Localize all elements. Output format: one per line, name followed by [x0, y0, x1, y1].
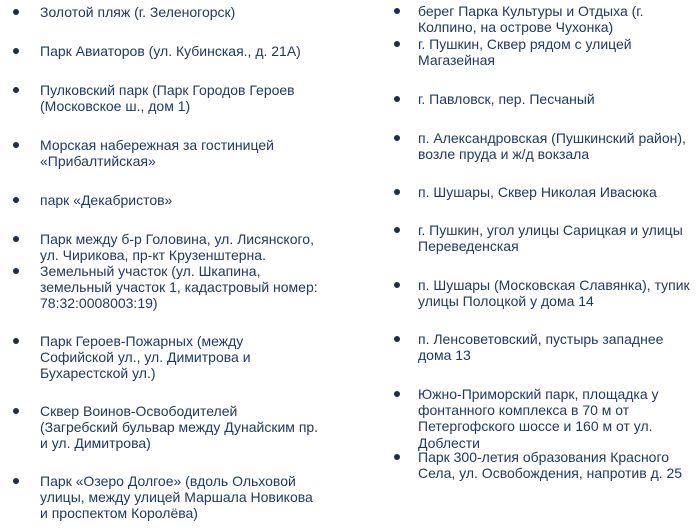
list-item-text: [40, 473, 313, 522]
list-item-line: Земельный участок (ул. Шкапина,: [40, 263, 261, 279]
list-item-line: п. Александровская (Пушкинский район),: [418, 130, 686, 146]
bullet-icon: [394, 189, 400, 195]
bullet-icon: [394, 282, 400, 288]
list-item-line: Петергофского шоссе и 160 м от ул.: [418, 418, 653, 435]
list-item-line: возле пруда и ж/д вокзала: [418, 146, 590, 163]
bullet-icon: [13, 236, 19, 242]
list-item-line: Парк Героев-Пожарных (между: [40, 333, 244, 349]
list-item-line: Пулковский парк (Парк Городов Героев: [40, 82, 295, 98]
list-item-text: [40, 403, 318, 452]
list-item-line: «Прибалтийская»: [40, 153, 156, 170]
list-item-line: 78:32:0008003:19): [40, 295, 158, 312]
list-item-text: [40, 231, 314, 263]
list-item-line: п. Ленсоветовский, пустырь западнее: [418, 331, 664, 347]
bullet-icon: [13, 48, 19, 54]
list-item-text: [418, 222, 683, 254]
list-item-line: (Московское ш., дом 1): [40, 98, 191, 115]
list-item-line: Парк Авиаторов (ул. Кубинская., д. 21А): [40, 43, 301, 59]
list-item-line: Южно-Приморский парк, площадка у: [418, 386, 659, 402]
list-item-line: улицы Полоцкой у дома 14: [418, 293, 594, 310]
list-item-line: земельный участок 1, кадастровый номер:: [40, 279, 318, 296]
list-item-line: улицы, между улицей Маршала Новикова: [40, 489, 313, 506]
list-item-line: Села, ул. Освобождения, напротив д. 25: [418, 465, 683, 482]
bullet-icon: [13, 197, 19, 203]
list-item-text: [418, 91, 595, 107]
list-item-text: [40, 263, 318, 312]
list-item-line: Сквер Воинов-Освободителей: [40, 403, 238, 419]
list-item-line: Доблести: [418, 434, 481, 451]
bullet-icon: [394, 41, 400, 47]
list-item-line: и ул. Димитрова): [40, 435, 151, 452]
list-item-text: [418, 277, 690, 309]
bullet-icon: [13, 142, 19, 148]
list-item-text: [418, 184, 657, 200]
list-item-line: Парк между б-р Головина, ул. Лисянского,: [40, 231, 314, 247]
bullet-icon: [394, 8, 400, 14]
list-item-text: [40, 137, 274, 169]
list-item-line: Золотой пляж (г. Зеленогорск): [40, 4, 236, 20]
list-item-line: фонтанного комплекса в 70 м от: [418, 402, 630, 419]
bullet-icon: [394, 135, 400, 141]
list-item-text: [418, 449, 682, 481]
list-item-text: [418, 331, 663, 363]
list-item-line: п. Шушары, Сквер Николая Ивасюка: [418, 184, 657, 200]
bullet-icon: [13, 478, 19, 484]
list-item-line: Бухарестской ул.): [40, 365, 156, 382]
list-item-line: Переведенская: [418, 238, 519, 255]
list-item-line: Магазейная: [418, 52, 495, 69]
bullet-icon: [394, 391, 400, 397]
bullet-icon: [13, 338, 19, 344]
list-item-text: [40, 82, 295, 114]
bullet-icon: [394, 336, 400, 342]
list-item-text: [40, 4, 235, 20]
list-item-line: г. Пушкин, Сквер рядом с улицей: [418, 36, 632, 52]
bullet-icon: [13, 9, 19, 15]
list-item-text: [418, 36, 632, 68]
list-item-line: Парк 300-летия образования Красного: [418, 449, 670, 465]
list-item-text: [40, 333, 251, 382]
list-item-line: и проспектом Королёва): [40, 505, 198, 522]
list-item-line: дома 13: [418, 347, 471, 364]
list-item-line: Софийской ул., ул. Димитрова и: [40, 349, 251, 366]
list-item-line: Колпино, на острове Чухонка): [418, 19, 614, 36]
list-item-line: г. Павловск, пер. Песчаный: [418, 91, 595, 107]
list-item-line: ул. Чирикова, пр-кт Крузенштерна.: [40, 247, 266, 264]
list-item-text: [418, 130, 686, 162]
bullet-icon: [394, 454, 400, 460]
list-item-line: г. Пушкин, угол улицы Сарицкая и улицы: [418, 222, 683, 238]
bullet-icon: [394, 227, 400, 233]
list-item-text: [40, 192, 172, 208]
list-item-line: берег Парка Культуры и Отдыха (г.: [418, 3, 644, 19]
list-item-line: парк «Декабристов»: [40, 192, 173, 208]
list-item-line: п. Шушары (Московская Славянка), тупик: [418, 277, 690, 293]
bullet-icon: [13, 408, 19, 414]
list-item-text: [418, 3, 644, 35]
list-item-text: [40, 43, 301, 59]
list-item-line: Морская набережная за гостиницей: [40, 137, 274, 153]
list-item-line: (Загребский бульвар между Дунайским пр.: [40, 419, 319, 436]
bullet-icon: [394, 96, 400, 102]
list-item-text: [418, 386, 659, 451]
bullet-icon: [13, 268, 19, 274]
bullet-icon: [13, 87, 19, 93]
list-item-line: Парк «Озеро Долгое» (вдоль Ольховой: [40, 473, 296, 489]
